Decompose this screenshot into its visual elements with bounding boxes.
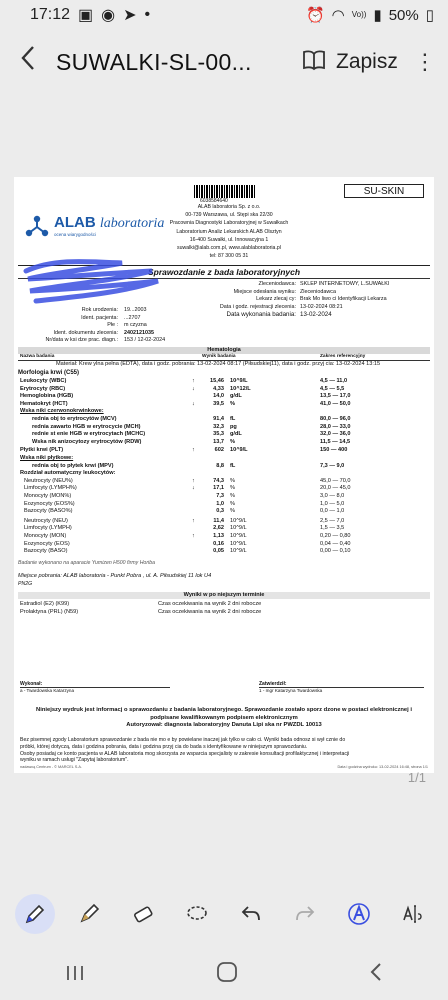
collection-code: PN2G <box>18 581 33 587</box>
back-button[interactable] <box>0 45 56 79</box>
result-value: 13,7 <box>213 438 224 445</box>
result-value: 1,13 <box>213 533 224 539</box>
result-unit: 10^9/L <box>230 533 247 539</box>
barcode-number: 6038584640 <box>200 198 228 204</box>
logo-main: ALAB <box>54 214 96 231</box>
text-style-icon <box>347 902 371 926</box>
section-hematology: Hematologia <box>18 347 430 354</box>
messenger-icon: ◉ <box>101 7 116 24</box>
highlighter-tool[interactable] <box>69 894 109 934</box>
app-bar <box>0 34 448 90</box>
redo-button[interactable] <box>285 894 325 934</box>
result-row <box>18 525 430 532</box>
volte-label: Vo)) <box>351 10 367 19</box>
result-row <box>18 416 430 423</box>
lab-line: suwalki@alab.com.pl, www.alablaboratoria.pl <box>177 245 281 252</box>
lab-line: 00-739 Warszawa, ul. Stępi ska 22/30 <box>185 212 273 219</box>
result-row <box>18 393 430 400</box>
material-line <box>56 361 434 368</box>
eraser-tool[interactable] <box>123 894 163 934</box>
telegram-icon: ➤ <box>123 7 137 24</box>
signal-icon: ▮ <box>373 7 382 24</box>
reference-range: 1,0 — 5,0 <box>320 500 345 507</box>
flag-arrow: ↑ <box>192 477 195 484</box>
collection-place: Miejsce pobrania: ALAB laboratoria - Punkt Pobra , ul. A. Piłsudskiej 11 lok U4 <box>18 573 212 579</box>
result-row <box>18 447 430 454</box>
book-icon <box>302 49 326 71</box>
field-label: Nr/data w ksi dze prac. diagn.: <box>45 337 118 343</box>
save-button[interactable]: Zapisz <box>336 50 398 73</box>
performed-by: a - Twardowska Katarzyna <box>20 687 170 694</box>
result-value: 0,16 <box>213 540 224 547</box>
field-value: 153 / 12-02-2024 <box>124 337 166 343</box>
reference-range: 13,5 — 17,0 <box>320 393 351 400</box>
field-value: 2402121035 <box>124 329 154 336</box>
legal-line: próbki, której dotyczą, data i godzina pobrania, data i godzina przyj cia do bada s identyfikowane w niniejszym sprawozdaniu. <box>20 743 308 750</box>
lab-line: Pracownia Diagnostyki Laboratoryjnej w Suwałkach <box>169 220 289 227</box>
more-options-button[interactable]: ⋮ <box>413 49 436 74</box>
system-back-button[interactable] <box>368 961 384 989</box>
reference-range: 0,04 — 0,40 <box>320 540 351 547</box>
lasso-tool[interactable] <box>177 894 217 934</box>
result-row <box>18 485 430 492</box>
result-name: Erytrocyty (RBC) <box>20 385 66 392</box>
logo-sub: ocena wiarygodności <box>54 232 97 237</box>
result-value: 1,0 <box>216 500 224 507</box>
result-row <box>18 533 430 540</box>
redaction-scribble <box>22 251 162 305</box>
reference-range: 0,20 — 0,80 <box>320 533 351 539</box>
reference-range: 7,3 — 9,0 <box>320 462 345 469</box>
lasso-icon <box>185 902 209 926</box>
pen-icon <box>23 902 47 926</box>
result-value: 11,4 <box>213 517 224 524</box>
result-row <box>18 518 430 525</box>
result-name: rednie st enie HGB w erytrocytach (MCHC) <box>32 431 146 438</box>
approved-by: 1 - mgr Katarzyna Twardowska <box>259 687 424 694</box>
field-value: 19...2003 <box>124 307 147 313</box>
result-name: Hemoglobina (HGB) <box>20 393 74 400</box>
result-row <box>18 439 430 446</box>
text-style-tool[interactable] <box>339 894 379 934</box>
annotation-toolbar <box>0 880 448 948</box>
morphology-title: Morfologia krwi (C55) <box>18 370 80 376</box>
result-value: 0,3 <box>216 508 224 515</box>
lab-line: ALAB laboratoria Sp. z o.o. <box>197 204 261 210</box>
lab-address <box>164 203 294 260</box>
result-value: 39,5 <box>213 400 224 407</box>
result-value: 0,05 <box>213 548 224 555</box>
lab-line: tel: 87 300 05 31 <box>209 253 249 260</box>
reference-range: 20,0 — 45,0 <box>320 485 351 492</box>
reference-range: 32,0 — 36,0 <box>320 431 351 438</box>
result-unit: % <box>230 438 235 445</box>
result-name: Monocyty (MON) <box>24 533 67 539</box>
result-unit: % <box>230 493 235 499</box>
result-row <box>18 463 430 470</box>
back-chevron-icon <box>368 961 384 983</box>
flag-arrow: ↑ <box>192 378 195 384</box>
result-name: Bazocyty (BASO) <box>24 548 68 555</box>
col-header: Wynik badania <box>202 354 236 359</box>
result-unit: % <box>230 400 235 407</box>
reference-range: 80,0 — 96,0 <box>320 416 351 422</box>
gallery-icon: ▣ <box>78 7 94 24</box>
dot-icon: • <box>144 6 151 23</box>
order-info <box>204 281 432 319</box>
result-unit: fL <box>230 462 236 469</box>
result-row <box>18 541 430 548</box>
material-text: Materiał: Krew ylna pełna (EDTA), data i godz. pobrania: 13-02-2024 08:17 (Piłsudskiej11), data i godz. przyj cia: 13-02-2024 13:15 <box>56 361 381 367</box>
reference-range: 2,5 — 7,0 <box>320 517 345 524</box>
reference-range: 1,5 — 3,5 <box>320 525 345 532</box>
subsection-text: Rozdział automatyczny leukocytów: <box>20 470 116 477</box>
field-value: ...2707 <box>124 314 141 321</box>
result-row <box>18 431 430 438</box>
result-row <box>18 424 430 431</box>
result-unit: 10^9/L <box>230 548 247 555</box>
back-icon <box>20 45 36 71</box>
result-name: rednia obj to płytek krwi (MPV) <box>32 462 114 469</box>
pending-name: Estradiol (E2) (K99) <box>20 601 70 607</box>
result-name: Bazocyty (BASO%) <box>24 508 73 515</box>
wifi-icon: ◠ <box>331 7 345 24</box>
result-name: Hematokryt (HCT) <box>20 400 68 407</box>
result-unit: 10^9/L <box>230 540 247 547</box>
notice-line: Autoryzował: diagnosta laboratoryjny Danuta Lipi ska nr PWZDL 10013 <box>126 722 322 729</box>
result-unit: 10^9/L <box>230 378 248 384</box>
notice-line: podpisane kwalifikowanym podpisem elektronicznym <box>150 714 298 721</box>
result-unit: % <box>230 500 235 507</box>
flag-arrow: ↑ <box>192 517 195 524</box>
result-name: Limfocyty (LYMPH%) <box>24 485 77 492</box>
field-label: Ident. pacjenta: <box>81 314 118 321</box>
result-row <box>18 478 430 485</box>
patient-info <box>20 307 200 345</box>
result-name: Limfocyty (LYMPH) <box>24 525 72 532</box>
result-value: 91,4 <box>213 416 224 422</box>
result-value: 7,3 <box>216 493 224 499</box>
subsection-text: Wska niki płytkowe: <box>20 455 74 461</box>
result-unit: 10^9/L <box>230 525 247 532</box>
field-value: Brak Mo liwo ci Identyfikacji Lekarza <box>300 296 387 302</box>
legal-line: Osoby posiadaj ce konto pacjenta w ALAB laboratoria mog skorzysta ze wsparcia specjalisty w zakresie konsultacji profilaktycznej i interpretacji <box>20 750 350 757</box>
pending-value: Czas oczekiwania na wynik 2 dni robocze <box>158 609 262 615</box>
result-unit: fL <box>230 416 236 422</box>
result-name: Monocyty (MON%) <box>24 493 72 499</box>
field-label: Ident. dokumentu zlecenia: <box>53 329 118 336</box>
flag-arrow: ↑ <box>192 447 195 454</box>
text-icon <box>401 902 425 926</box>
field-value: 13-02-2024 08:21 <box>300 303 343 310</box>
result-row <box>18 401 430 408</box>
alarm-icon: ⏰ <box>305 7 325 24</box>
result-value: 74,3 <box>213 477 224 484</box>
result-value: 35,3 <box>213 431 224 438</box>
result-name: rednia zawarto HGB w erytrocycie (MCH) <box>32 423 141 430</box>
result-name: Płytki krwi (PLT) <box>20 447 64 454</box>
legal-line: wyniku w ramach usługi "Zapytaj laboratorium". <box>20 757 129 764</box>
subsection-label <box>18 470 430 477</box>
reference-range: 4,5 — 5,5 <box>320 385 345 392</box>
barcode <box>194 185 256 198</box>
field-label: Miejsce odesłania wyniku: <box>233 288 296 295</box>
battery-icon: ▯ <box>425 7 434 24</box>
su-skin-badge: SU-SKIN <box>344 184 424 198</box>
field-value: m czyzna <box>124 322 147 328</box>
result-name: Eozynocyty (EOS) <box>24 540 70 547</box>
approved-by-label: Zatwierdził: <box>259 681 287 687</box>
flag-arrow: ↓ <box>192 485 195 492</box>
reference-range: 0,00 — 0,10 <box>320 548 351 555</box>
field-label: Zleceniodawca: <box>258 281 296 287</box>
flag-arrow: ↑ <box>192 533 195 539</box>
result-value: 32,3 <box>213 423 224 430</box>
result-value: 17,1 <box>213 485 224 492</box>
status-bar <box>0 0 448 30</box>
result-unit: % <box>230 477 235 484</box>
pending-value: Czas oczekiwania na wynik 2 dni robocze <box>158 601 262 607</box>
result-row <box>18 378 430 385</box>
logo-italic: laboratoria <box>99 216 165 231</box>
result-row <box>18 508 430 515</box>
result-name: Leukocyty (WBC) <box>20 378 67 384</box>
subsection-label <box>18 408 430 415</box>
performed-by-label: Wykonał: <box>20 681 43 687</box>
page-indicator: 1/1 <box>407 770 426 785</box>
result-name: Neutrocyty (NEU%) <box>24 477 73 484</box>
result-name: Wska nik anizocytozy erytrocytów (RDW) <box>32 438 142 445</box>
pending-row <box>18 609 430 616</box>
reference-range: 0,0 — 1,0 <box>320 508 345 515</box>
reference-range: 4,5 — 11,0 <box>320 378 348 384</box>
pending-row <box>18 601 430 608</box>
reader-mode-button[interactable] <box>294 49 334 76</box>
col-header: Nazwa badania <box>20 354 55 359</box>
reference-range: 150 — 400 <box>320 447 348 454</box>
document-viewer[interactable] <box>0 92 448 882</box>
home-icon <box>215 960 239 984</box>
undo-icon <box>239 902 263 926</box>
result-name: Neutrocyty (NEU) <box>24 517 68 524</box>
result-value: 602 <box>214 447 224 454</box>
field-value: SKLEP INTERNETOWY, L.SUWAŁKI <box>300 281 390 287</box>
result-name: Eozynocyty (EOS%) <box>24 500 75 507</box>
lab-line: Laboratorium Analiz Lekarskich ALAB Olsztyn <box>176 228 282 235</box>
col-header: Zakres referencyjny <box>320 354 366 359</box>
morphology-header <box>18 370 430 377</box>
alab-logo <box>24 211 174 241</box>
result-row <box>18 548 430 555</box>
legal-line: Bez pisemnej zgody Laboratorium sprawozdanie z bada nie mo e by powielane inaczej jak tylko w cało ci. Wyniki bada odnosz si wył cznie do <box>20 737 346 743</box>
recents-button[interactable] <box>64 962 86 988</box>
document-title: SUWALKI-SL-00... <box>56 48 252 75</box>
report-title: Sprawozdanie z bada laboratoryjnych <box>147 267 301 277</box>
result-value: 14,0 <box>213 393 224 400</box>
system-navigation <box>0 950 448 1000</box>
undo-button[interactable] <box>231 894 271 934</box>
pending-name: Prolaktyna (PRL) (N59) <box>20 609 79 615</box>
highlighter-icon <box>77 902 101 926</box>
field-label: Rok urodzenia: <box>81 307 118 313</box>
flag-arrow: ↓ <box>192 400 195 407</box>
result-unit: g/dL <box>230 393 242 400</box>
result-unit: % <box>230 485 235 492</box>
device-note: Badanie wykonano na aparacie Yumizen H500 firmy Horiba <box>18 560 155 566</box>
molecule-icon <box>24 215 50 237</box>
footer-right: Data i godzina wydruku: 13-02-2024 16:48, strona 1/1 <box>337 765 428 769</box>
recents-icon <box>64 964 86 982</box>
result-row <box>18 493 430 500</box>
subsection-text: Wska niki czerwonokrwinkowe: <box>20 408 104 415</box>
result-unit: 10^9/L <box>230 447 248 454</box>
reference-range: 28,0 — 33,0 <box>320 423 351 430</box>
field-label: Data i godz. rejestracji zlecenia: <box>219 303 296 310</box>
eraser-icon <box>131 902 155 926</box>
redo-icon <box>293 902 317 926</box>
result-value: 4,33 <box>213 385 224 392</box>
result-unit: 10^12/L <box>230 385 251 392</box>
notice-line: Niniejszy wydruk jest informacj o sprawozdaniu z badania laboratoryjnego. Sprawozdanie zostało sporz dzone w postaci elektronicznej i <box>36 707 412 713</box>
flag-arrow: ↓ <box>192 385 195 392</box>
signature-notice <box>14 707 434 730</box>
footer-left: nadawcą Centrum - © MARCEL S.A. <box>20 765 82 769</box>
result-value: 15,46 <box>210 378 224 384</box>
result-name: rednia obj to erytrocytów (MCV) <box>32 416 117 422</box>
result-value: 8,8 <box>216 462 224 469</box>
field-label: Lekarz zlecaj cy: <box>256 296 296 302</box>
result-unit: % <box>230 508 235 515</box>
field-value: 13-02-2024 <box>300 311 332 318</box>
field-label: Data wykonania badania: <box>226 311 296 318</box>
pdf-page <box>14 177 434 773</box>
clock: 17:12 <box>30 6 71 23</box>
result-unit: pg <box>230 423 237 430</box>
reference-range: 41,0 — 50,0 <box>320 400 351 407</box>
result-value: 2,62 <box>213 525 224 532</box>
result-row <box>18 501 430 508</box>
field-value: Zleceniodawca <box>300 288 336 295</box>
pen-tool[interactable] <box>15 894 55 934</box>
text-tool[interactable] <box>393 894 433 934</box>
field-label: Płe : <box>107 322 118 328</box>
reference-range: 11,5 — 14,5 <box>320 438 351 445</box>
reference-range: 45,0 — 70,0 <box>320 477 351 484</box>
battery-text: 50% <box>388 6 419 24</box>
result-unit: 10^9/L <box>230 517 247 524</box>
lab-line: 16-400 Suwałki, ul. Innowacyjna 1 <box>189 236 269 243</box>
result-row <box>18 386 430 393</box>
legal-text <box>20 737 430 764</box>
result-unit: g/dL <box>230 431 242 438</box>
home-button[interactable] <box>215 960 239 990</box>
section-pending: Wyniki w po niejszym terminie <box>18 592 430 599</box>
subsection-label <box>18 455 430 462</box>
reference-range: 3,0 — 8,0 <box>320 493 345 499</box>
